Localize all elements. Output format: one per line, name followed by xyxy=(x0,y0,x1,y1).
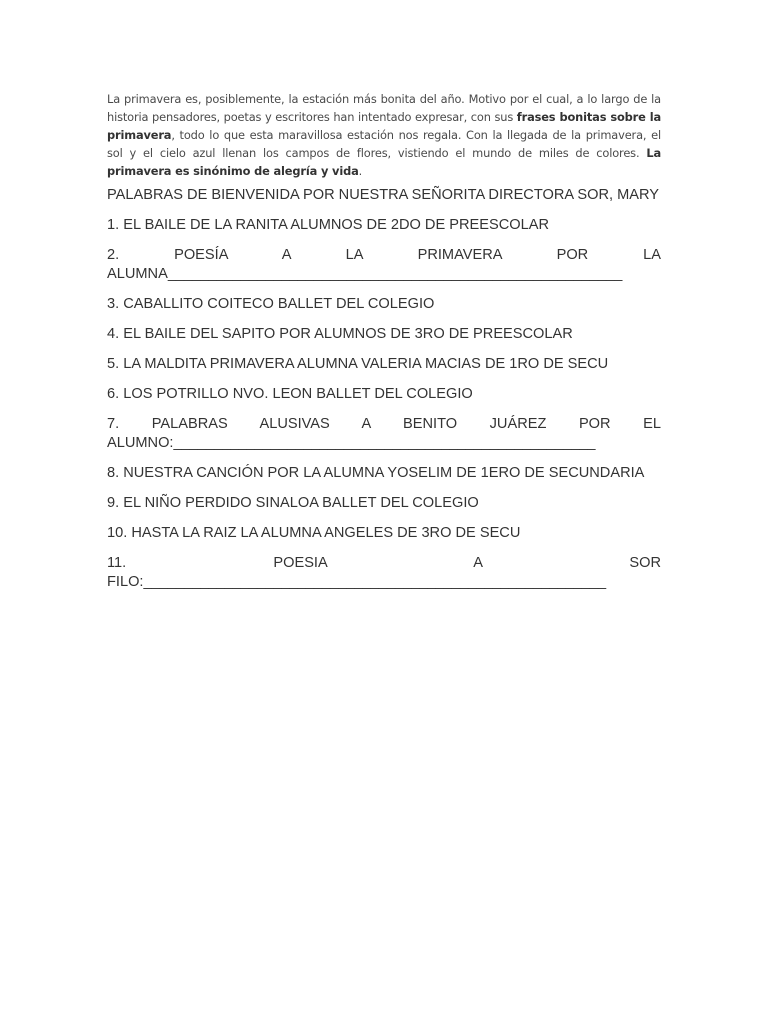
program-item-6: 6. LOS POTRILLO NVO. LEON BALLET DEL COLEGIO xyxy=(107,386,473,402)
intro-bold-1: frases bonitas sobre la primavera xyxy=(107,110,662,142)
program-item-1: 1. EL BAILE DE LA RANITA ALUMNOS DE 2DO DE PREESCOLAR xyxy=(107,217,550,233)
document-page xyxy=(107,90,661,603)
program-item-7: 7. PALABRAS ALUSIVAS A BENITO JUÁREZ POR EL ALUMNO:____________________________________________________ xyxy=(107,416,661,451)
program-item-3: 3. CABALLITO COITECO BALLET DEL COLEGIO xyxy=(107,296,435,312)
program-item-11: 11. POESIA A SOR FILO:_________________________________________________________ xyxy=(107,555,661,590)
intro-text-3: . xyxy=(358,164,363,178)
intro-bold-2: La primavera es sinónimo de alegría y vida xyxy=(107,146,661,178)
program-item-4: 4. EL BAILE DEL SAPITO POR ALUMNOS DE 3RO DE PREESCOLAR xyxy=(107,326,573,342)
intro-text-1: La primavera es, posiblemente, la estación más bonita del año. Motivo por el cual, a lo largo de la historia pensadores, poetas y escritores han intentado expresar, con sus xyxy=(107,92,661,124)
program-item-9: 9. EL NIÑO PERDIDO SINALOA BALLET DEL COLEGIO xyxy=(107,495,479,511)
program-item-10: 10. HASTA LA RAIZ LA ALUMNA ANGELES DE 3RO DE SECU xyxy=(107,525,521,541)
program-item-8: 8. NUESTRA CANCIÓN POR LA ALUMNA YOSELIM DE 1ERO DE SECUNDARIA xyxy=(107,465,645,481)
program-item-5: 5. LA MALDITA PRIMAVERA ALUMNA VALERIA MACIAS DE 1RO DE SECU xyxy=(107,356,609,372)
program-item-2: 2. POESÍA A LA PRIMAVERA POR LA ALUMNA________________________________________________________ xyxy=(107,247,661,282)
intro-text-2: , todo lo que esta maravillosa estación nos regala. Con la llegada de la primavera, el sol y el cielo azul llenan los campos de flores, vistiendo el mundo de miles de colores. xyxy=(107,128,661,160)
program-welcome: PALABRAS DE BIENVENIDA POR NUESTRA SEÑORITA DIRECTORA SOR, MARY xyxy=(107,187,659,203)
intro-paragraph xyxy=(107,90,661,180)
